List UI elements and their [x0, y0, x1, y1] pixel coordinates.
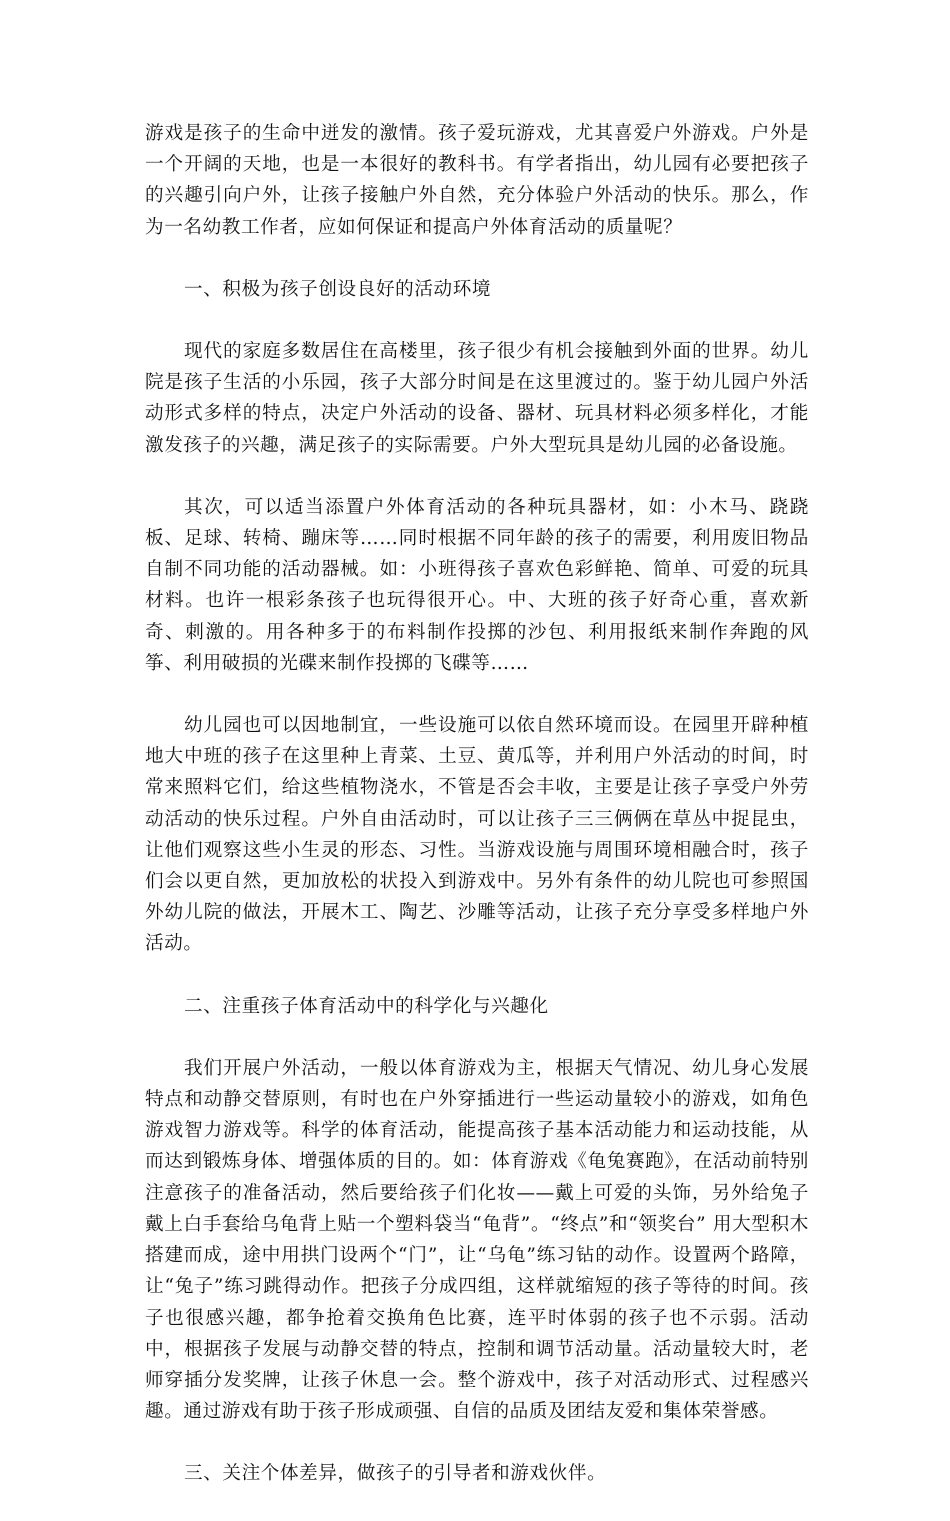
- section1-paragraph-1: 现代的家庭多数居住在高楼里，孩子很少有机会接触到外面的世界。幼儿院是孩子生活的小乐园，孩子大部分时间是在这里渡过的。鉴于幼儿园户外活动形式多样的特点，决定户外活动的设备、器材、玩具材料必须多样化，才能激发孩子的兴趣，满足孩子的实际需要。户外大型玩具是幼儿园的必备设施。: [145, 341, 809, 456]
- section3-heading: 三、关注个体差异，做孩子的引导者和游戏伙伴。: [184, 1463, 607, 1485]
- intro-paragraph: 游戏是孩子的生命中迸发的激情。孩子爱玩游戏，尤其喜爱户外游戏。户外是一个开阔的天地，也是一本很好的教科书。有学者指出，幼儿园有必要把孩子的兴趣引向户外，让孩子接触户外自然，充分体验户外活动的快乐。那么，作为一名幼教工作者，应如何保证和提高户外体育活动的质量呢？: [145, 123, 809, 238]
- section1-paragraph-3: 幼儿园也可以因地制宜，一些设施可以依自然环境而设。在园里开辟种植地大中班的孩子在这里种上青菜、土豆、黄瓜等，并利用户外活动的时间，时常来照料它们，给这些植物浇水，不管是否会丰收，主要是让孩子享受户外劳动活动的快乐过程。户外自由活动时，可以让孩子三三俩俩在草丛中捉昆虫，让他们观察这些小生灵的形态、习性。当游戏设施与周围环境相融合时，孩子们会以更自然，更加放松的状投入到游戏中。另外有条件的幼儿院也可参照国外幼儿院的做法，开展木工、陶艺、沙雕等活动，让孩子充分享受多样地户外活动。: [145, 715, 809, 955]
- section1-heading: 一、积极为孩子创设良好的活动环境: [184, 278, 492, 300]
- document-body: [145, 118, 809, 1521]
- section2-heading: 二、注重孩子体育活动中的科学化与兴趣化: [184, 995, 549, 1017]
- section1-paragraph-2: 其次，可以适当添置户外体育活动的各种玩具器材，如：小木马、跷跷板、足球、转椅、蹦床等……同时根据不同年龄的孩子的需要，利用废旧物品自制不同功能的活动器械。如：小班得孩子喜欢色彩鲜艳、简单、可爱的玩具材料。也许一根彩条孩子也玩得很开心。中、大班的孩子好奇心重，喜欢新奇、刺激的。用各种多于的布料制作投掷的沙包、利用报纸来制作奔跑的风筝、利用破损的光碟来制作投掷的飞碟等……: [145, 496, 809, 674]
- section2-paragraph-1: 我们开展户外活动，一般以体育游戏为主，根据天气情况、幼儿身心发展特点和动静交替原则，有时也在户外穿插进行一些运动量较小的游戏，如角色游戏智力游戏等。科学的体育活动，能提高孩子基本活动能力和运动技能，从而达到锻炼身体、增强体质的目的。如：体育游戏《龟兔赛跑》，在活动前特别注意孩子的准备活动，然后要给孩子们化妆——戴上可爱的头饰，另外给兔子戴上白手套给乌龟背上贴一个塑料袋当“龟背”。“终点”和“领奖台” 用大型积木搭建而成，途中用拱门设两个“门”，让“乌龟”练习钻的动作。设置两个路障，让“兔子”练习跳得动作。把孩子分成四组，这样就缩短的孩子等待的时间。孩子也很感兴趣，都争抢着交换角色比赛，连平时体弱的孩子也不示弱。活动中，根据孩子发展与动静交替的特点，控制和调节活动量。活动量较大时，老师穿插分发奖牌，让孩子休息一会。整个游戏中，孩子对活动形式、过程感兴趣。通过游戏有助于孩子形成顽强、自信的品质及团结友爱和集体荣誉感。: [145, 1057, 809, 1423]
